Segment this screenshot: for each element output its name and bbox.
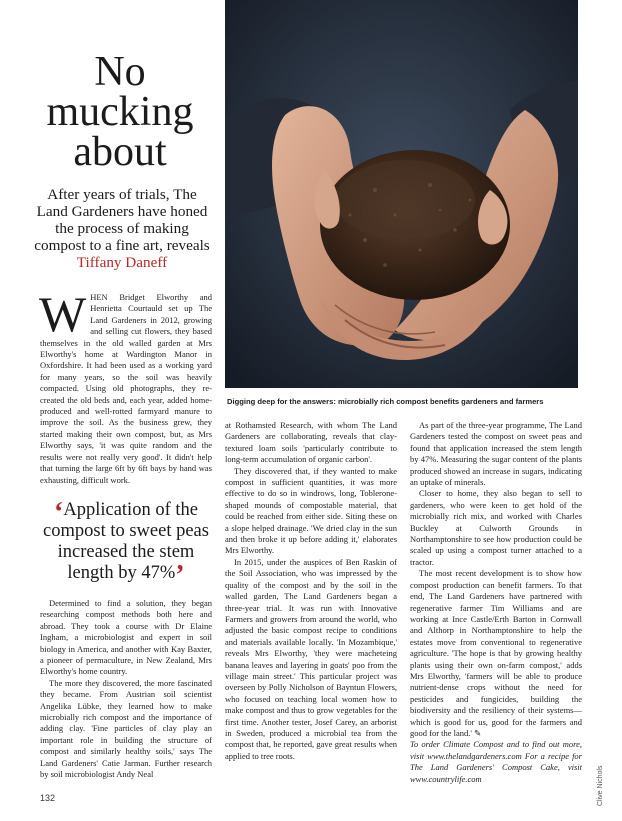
paragraph: Closer to home, they also began to sell to gardeners, who were keen to get hold of the microbially rich mix, and worked with Charles Buckley at Culworth Grounds in Northamptonshire to see how production could be scaled up using a compost turner attached to a tractor. <box>410 488 582 567</box>
order-info: To order Climate Compost and to find out more, visit www.thelandgardeners.com For a recipe for The Land Gardeners' Compost Cake, visit www.countrylife.com <box>410 739 582 784</box>
paragraph: They discovered that, if they wanted to make compost in sufficient quantities, it was more effective to do so in windrows, long, Toblerone-shaped mounds of compostable material, that could be reached from either side. Siting these on a slope helped drainage. 'We dried clay in the sun and then broke it up before adding it,' elaborates Mrs Elworthy. <box>225 465 397 556</box>
photo-caption: Digging deep for the answers: microbially rich compost benefits gardeners and farmers <box>227 397 544 406</box>
pull-quote-text: Application of the compost to sweet peas increased the stem length by 47% <box>43 500 209 583</box>
paragraph: The most recent development is to show how compost production can benefit farmers. To that end, The Land Gardeners have partnered with regenerative farmer Tim Williams and are working at Ince Castle/Erth Barton in Cornwall and Althorp in Northamptonshire to help the estates move from conventional to regenerative agriculture. 'The hope is that by growing healthy plants using their own on-farm compost,' adds Mrs Elworthy, 'farmers will be able to produce nutrient-dense crops without the need for pesticides and fungicides, building the biodiversity and the resiliency of their systems—which is good for us, good for the farmers and good for the land.' ✎ <box>410 568 582 738</box>
close-quote-mark: ’ <box>175 560 185 591</box>
paragraph: As part of the three-year programme, The Land Gardeners tested the compost on sweet peas and found that application increased the stem length by 47%. Measuring the sugar content of the plants produced showed an increase in sugars, indicating an uptake of minerals. <box>410 420 582 488</box>
pull-quote <box>40 497 212 591</box>
headline-line: about <box>73 129 167 175</box>
column-3 <box>410 420 582 785</box>
column-1 <box>40 598 212 781</box>
drop-cap: W <box>39 286 87 342</box>
headline-line: mucking <box>46 89 194 135</box>
standfirst-text: After years of trials, The Land Gardeners have honed the process of making compost to a fine art, reveals <box>34 186 210 254</box>
intro-paragraph: WHEN Bridget Elworthy and Henrietta Courtauld set up The Land Gardeners in 2012, growing and selling cut flowers, they based themselves in the old walled garden at Mrs Elworthy's home at Wardington Manor in Oxfordshire. It had been used as a working yard for many years, so the soil was heavily compacted. Using old photographs, they re-created the old beds and, each year, added home-produced and well-rotted farmyard manure to improve the soil. As the business grew, they started making their own compost, but, as Mrs Elworthy says, 'it was quite random and the results were not really very good'. It didn't help that turning the large 6ft by 6ft bays by hand was exhausting, difficult work. <box>39 286 212 485</box>
column-2 <box>225 420 397 762</box>
hands-soil-illustration <box>225 0 578 388</box>
paragraph: at Rothamsted Research, with whom The Land Gardeners are collaborating, reveals that clay-textured loam soils 'particularly contribute to long-term accumulation of organic carbon'. <box>225 420 397 465</box>
paragraph: The more they discovered, the more fascinated they became. From Austrian soil scientist Angelika Lübke, they learned how to make microbially rich compost and the importance of adding clay. 'Fine particles of clay play an important role in building the structure of compost and similarly healthy soils,' says The Land Gardeners' Catie Jarman. Further research by soil microbiologist Andy Neal <box>40 677 212 780</box>
page-number: 132 <box>40 793 56 803</box>
author-name: Tiffany Daneff <box>76 254 168 271</box>
paragraph: In 2015, under the auspices of Ben Raskin of the Soil Association, who was impressed by the quality of the compost and by the soil in the walled garden, The Land Gardeners began a three-year trial. It was run with Innovative Farmers and growers from around the world, who adjusted the basic compost recipe to conditions and materials available locally. 'In Mozambique,' reveals Mrs Elworthy, 'they were macheteing banana leaves and layering in goats' poo from the village main street.' This particular project was overseen by Polly Nicholson of Bayntun Flowers, who focused on teaching local women how to make compost and thus to grow vegetables for the first time. Another tester, Josef Carey, an arborist in Sweden, produced a microbial tea from the compost that, he reported, gave great results when applied to tree roots. <box>225 556 397 761</box>
photo-credit: Clive Nichols <box>597 765 604 806</box>
paragraph: Determined to find a solution, they began researching compost methods both here and abroad. They took a course with Dr Elaine Ingham, a microbiologist and expert in soil biology in America, and another with Kay Baxter, a pioneer of permaculture, in New Zealand, Mrs Elworthy's home country. <box>40 598 212 677</box>
standfirst <box>34 186 210 271</box>
intro-column <box>39 286 212 486</box>
headline-line: No <box>94 49 146 95</box>
end-mark-icon: ✎ <box>474 727 482 738</box>
headline <box>32 49 208 175</box>
hero-photo <box>225 0 578 388</box>
open-quote-mark: ‘ <box>54 497 64 528</box>
